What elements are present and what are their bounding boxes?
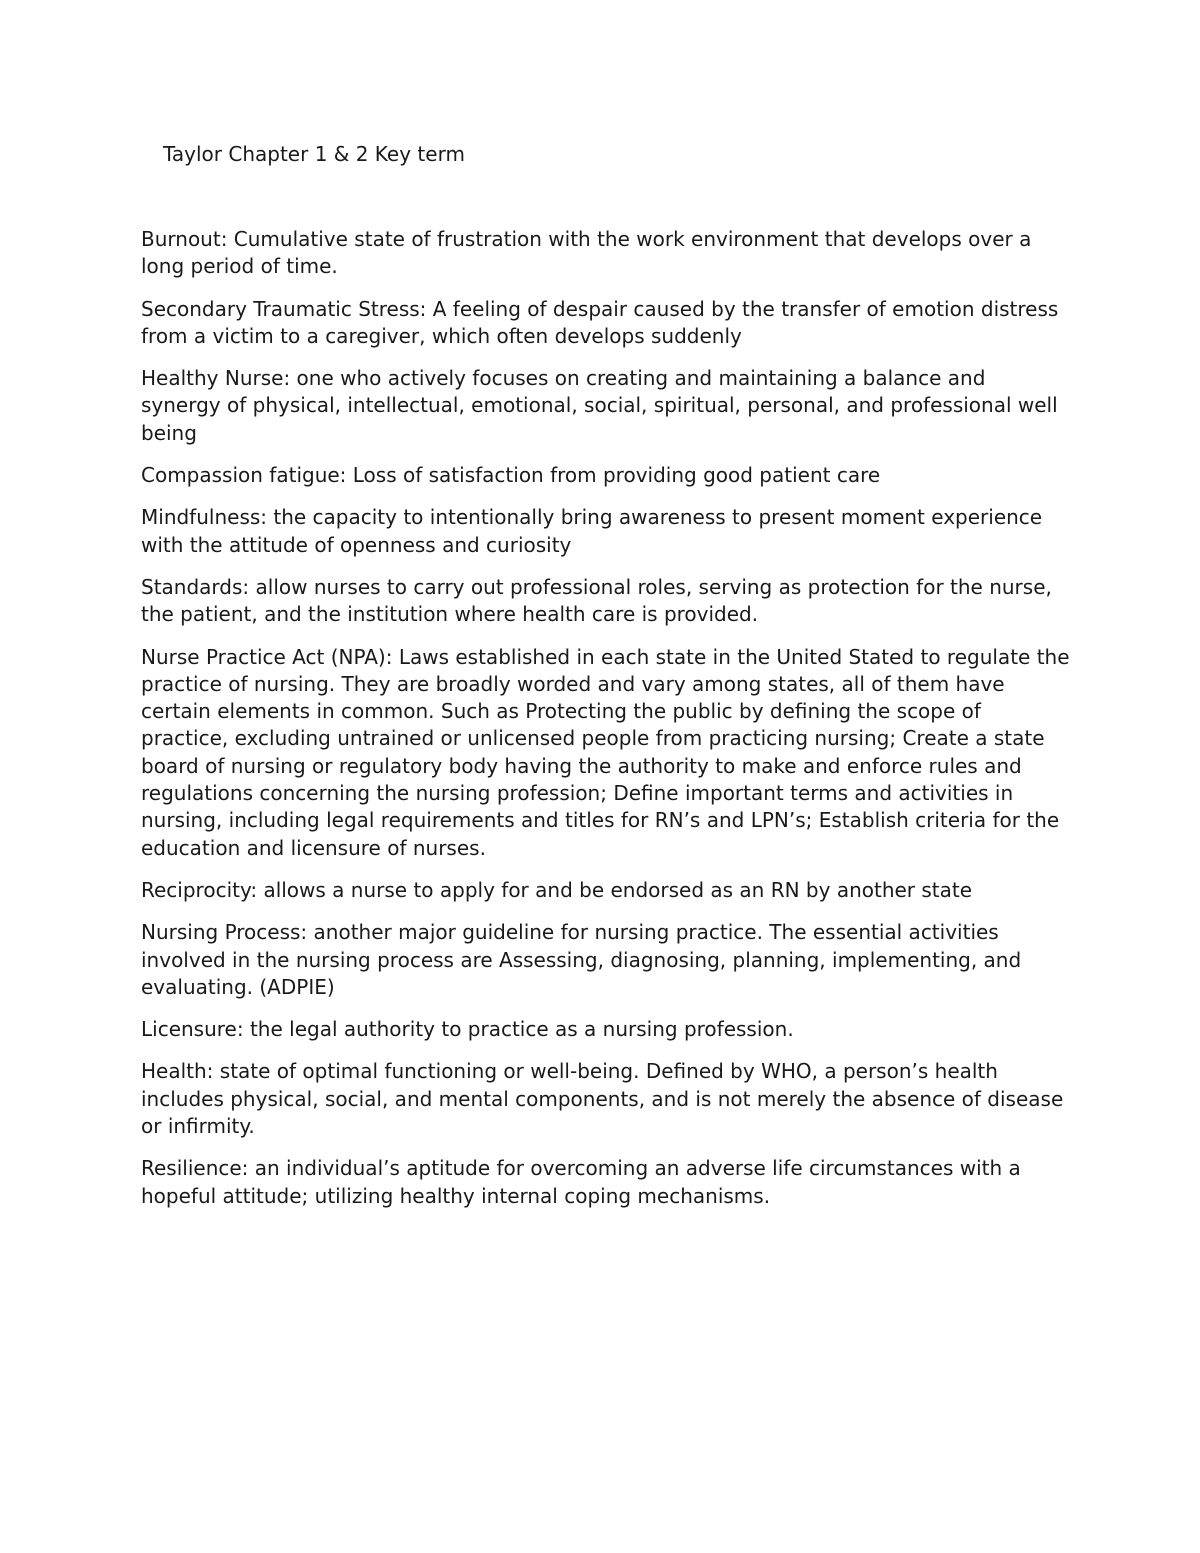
key-terms-list bbox=[141, 226, 1071, 1225]
term-nurse-practice-act: Nurse Practice Act (NPA): Laws established in each state in the United Stated to regulate the practice of nursing. They are broadly worded and vary among states, all of them have certain elements in common. Such as Protecting the public by defining the scope of practice, excluding untrained or unlicensed people from practicing nursing; Create a state board of nursing or regulatory body having the authority to make and enforce rules and regulations concerning the nursing profession; Define important terms and activities in nursing, including legal requirements and titles for RN’s and LPN’s; Establish criteria for the education and licensure of nurses. bbox=[141, 644, 1070, 860]
term-healthy-nurse: Healthy Nurse: one who actively focuses on creating and maintaining a balance and synergy of physical, intellectual, emotional, social, spiritual, personal, and professional well being bbox=[141, 366, 1058, 445]
document-title: Taylor Chapter 1 & 2 Key term bbox=[163, 142, 465, 166]
term-mindfulness: Mindfulness: the capacity to intentionally bring awareness to present moment experience with the attitude of openness and curiosity bbox=[141, 505, 1043, 557]
term-compassion-fatigue: Compassion fatigue: Loss of satisfaction from providing good patient care bbox=[141, 463, 881, 488]
term-secondary-traumatic-stress: Secondary Traumatic Stress: A feeling of despair caused by the transfer of emotion distress from a victim to a caregiver, which often develops suddenly bbox=[141, 296, 1059, 348]
term-nursing-process: Nursing Process: another major guideline for nursing practice. The essential activities involved in the nursing process are Assessing, diagnosing, planning, implementing, and evaluating. (ADPIE) bbox=[141, 920, 1022, 999]
term-standards: Standards: allow nurses to carry out professional roles, serving as protection for the nurse, the patient, and the institution where health care is provided. bbox=[141, 574, 1052, 627]
term-health: Health: state of optimal functioning or well-being. Defined by WHO, a person’s health includes physical, social, and mental components, and is not merely the absence of disease or infirmity. bbox=[141, 1059, 1064, 1139]
term-burnout: Burnout: Cumulative state of frustration with the work environment that develops over a long period of time. bbox=[141, 227, 1032, 279]
term-resilience: Resilience: an individual’s aptitude for overcoming an adverse life circumstances with a hopeful attitude; utilizing healthy internal coping mechanisms. bbox=[141, 1156, 1021, 1208]
term-licensure: Licensure: the legal authority to practice as a nursing profession. bbox=[141, 1017, 794, 1042]
term-reciprocity: Reciprocity: allows a nurse to apply for and be endorsed as an RN by another state bbox=[141, 877, 973, 902]
